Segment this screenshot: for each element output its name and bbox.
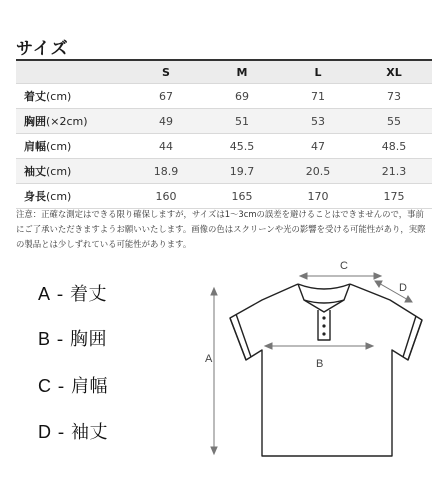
right-sleeve-cuff (403, 316, 422, 360)
dimension-d-arrow-bottom (405, 296, 412, 302)
row-label: 袖丈(cm) (16, 159, 128, 184)
page-title: サイズ (16, 39, 69, 59)
disclaimer-note: 注意：正確な測定はできる限り確保しますが，サイズは1〜3cmの誤差を避けることはできませんので，事前にご了承いただきますようお願いいたします。画像の色はスクリーンや光の影響を受ける可能性があり，実際の製品とは少しずれている可能性があります。 (16, 209, 426, 249)
table-cell: 53 (280, 109, 356, 134)
dimension-b-arrow-left (265, 343, 272, 349)
button-1 (322, 316, 325, 319)
dimension-lines (211, 273, 412, 454)
legend-item-d: D - 袖丈 (38, 422, 108, 443)
table-cell: 47 (280, 134, 356, 159)
shirt-body (230, 284, 422, 456)
dimension-c-arrow-right (374, 273, 381, 279)
collar-band (304, 300, 344, 303)
dimension-d-label: D (399, 282, 407, 294)
dimension-a-arrow-top (211, 288, 217, 295)
legend-item-b: B - 胸囲 (38, 329, 107, 350)
table-cell: 21.3 (356, 159, 432, 184)
table-cell: 49 (128, 109, 204, 134)
buttons (322, 316, 325, 335)
table-cell: 67 (128, 84, 204, 109)
dimension-a-label: A (205, 353, 213, 365)
column-header: S (128, 61, 204, 84)
row-label: 胸囲(×2cm) (16, 109, 128, 134)
dimension-a-arrow-bottom (211, 447, 217, 454)
legend-item-a: A - 着丈 (38, 284, 107, 305)
dimension-b-arrow-right (366, 343, 373, 349)
button-2 (322, 324, 325, 327)
table-cell: 51 (204, 109, 280, 134)
button-3 (322, 332, 325, 335)
row-label: 肩幅(cm) (16, 134, 128, 159)
left-sleeve-cuff (230, 314, 251, 360)
table-cell: 73 (356, 84, 432, 109)
table-cell: 45.5 (204, 134, 280, 159)
polo-shirt-outline (230, 284, 422, 456)
table-cell: 165 (204, 184, 280, 209)
collar (298, 284, 350, 312)
table-cell: 71 (280, 84, 356, 109)
dimension-b-label: B (316, 358, 324, 370)
table-cell: 44 (128, 134, 204, 159)
table-cell: 69 (204, 84, 280, 109)
dimension-c-label: C (340, 260, 348, 272)
dimension-d-arrow-top (375, 281, 382, 287)
dimension-c-arrow-left (300, 273, 307, 279)
table-cell: 48.5 (356, 134, 432, 159)
table-cell: 20.5 (280, 159, 356, 184)
table-cell: 19.7 (204, 159, 280, 184)
table-cell: 160 (128, 184, 204, 209)
column-header: M (204, 61, 280, 84)
legend-item-c: C - 肩幅 (38, 376, 108, 397)
column-header: L (280, 61, 356, 84)
row-label: 身長(cm) (16, 184, 128, 209)
row-label: 着丈(cm) (16, 84, 128, 109)
table-cell: 55 (356, 109, 432, 134)
column-header: XL (356, 61, 432, 84)
table-cell: 175 (356, 184, 432, 209)
table-cell: 170 (280, 184, 356, 209)
table-cell: 18.9 (128, 159, 204, 184)
